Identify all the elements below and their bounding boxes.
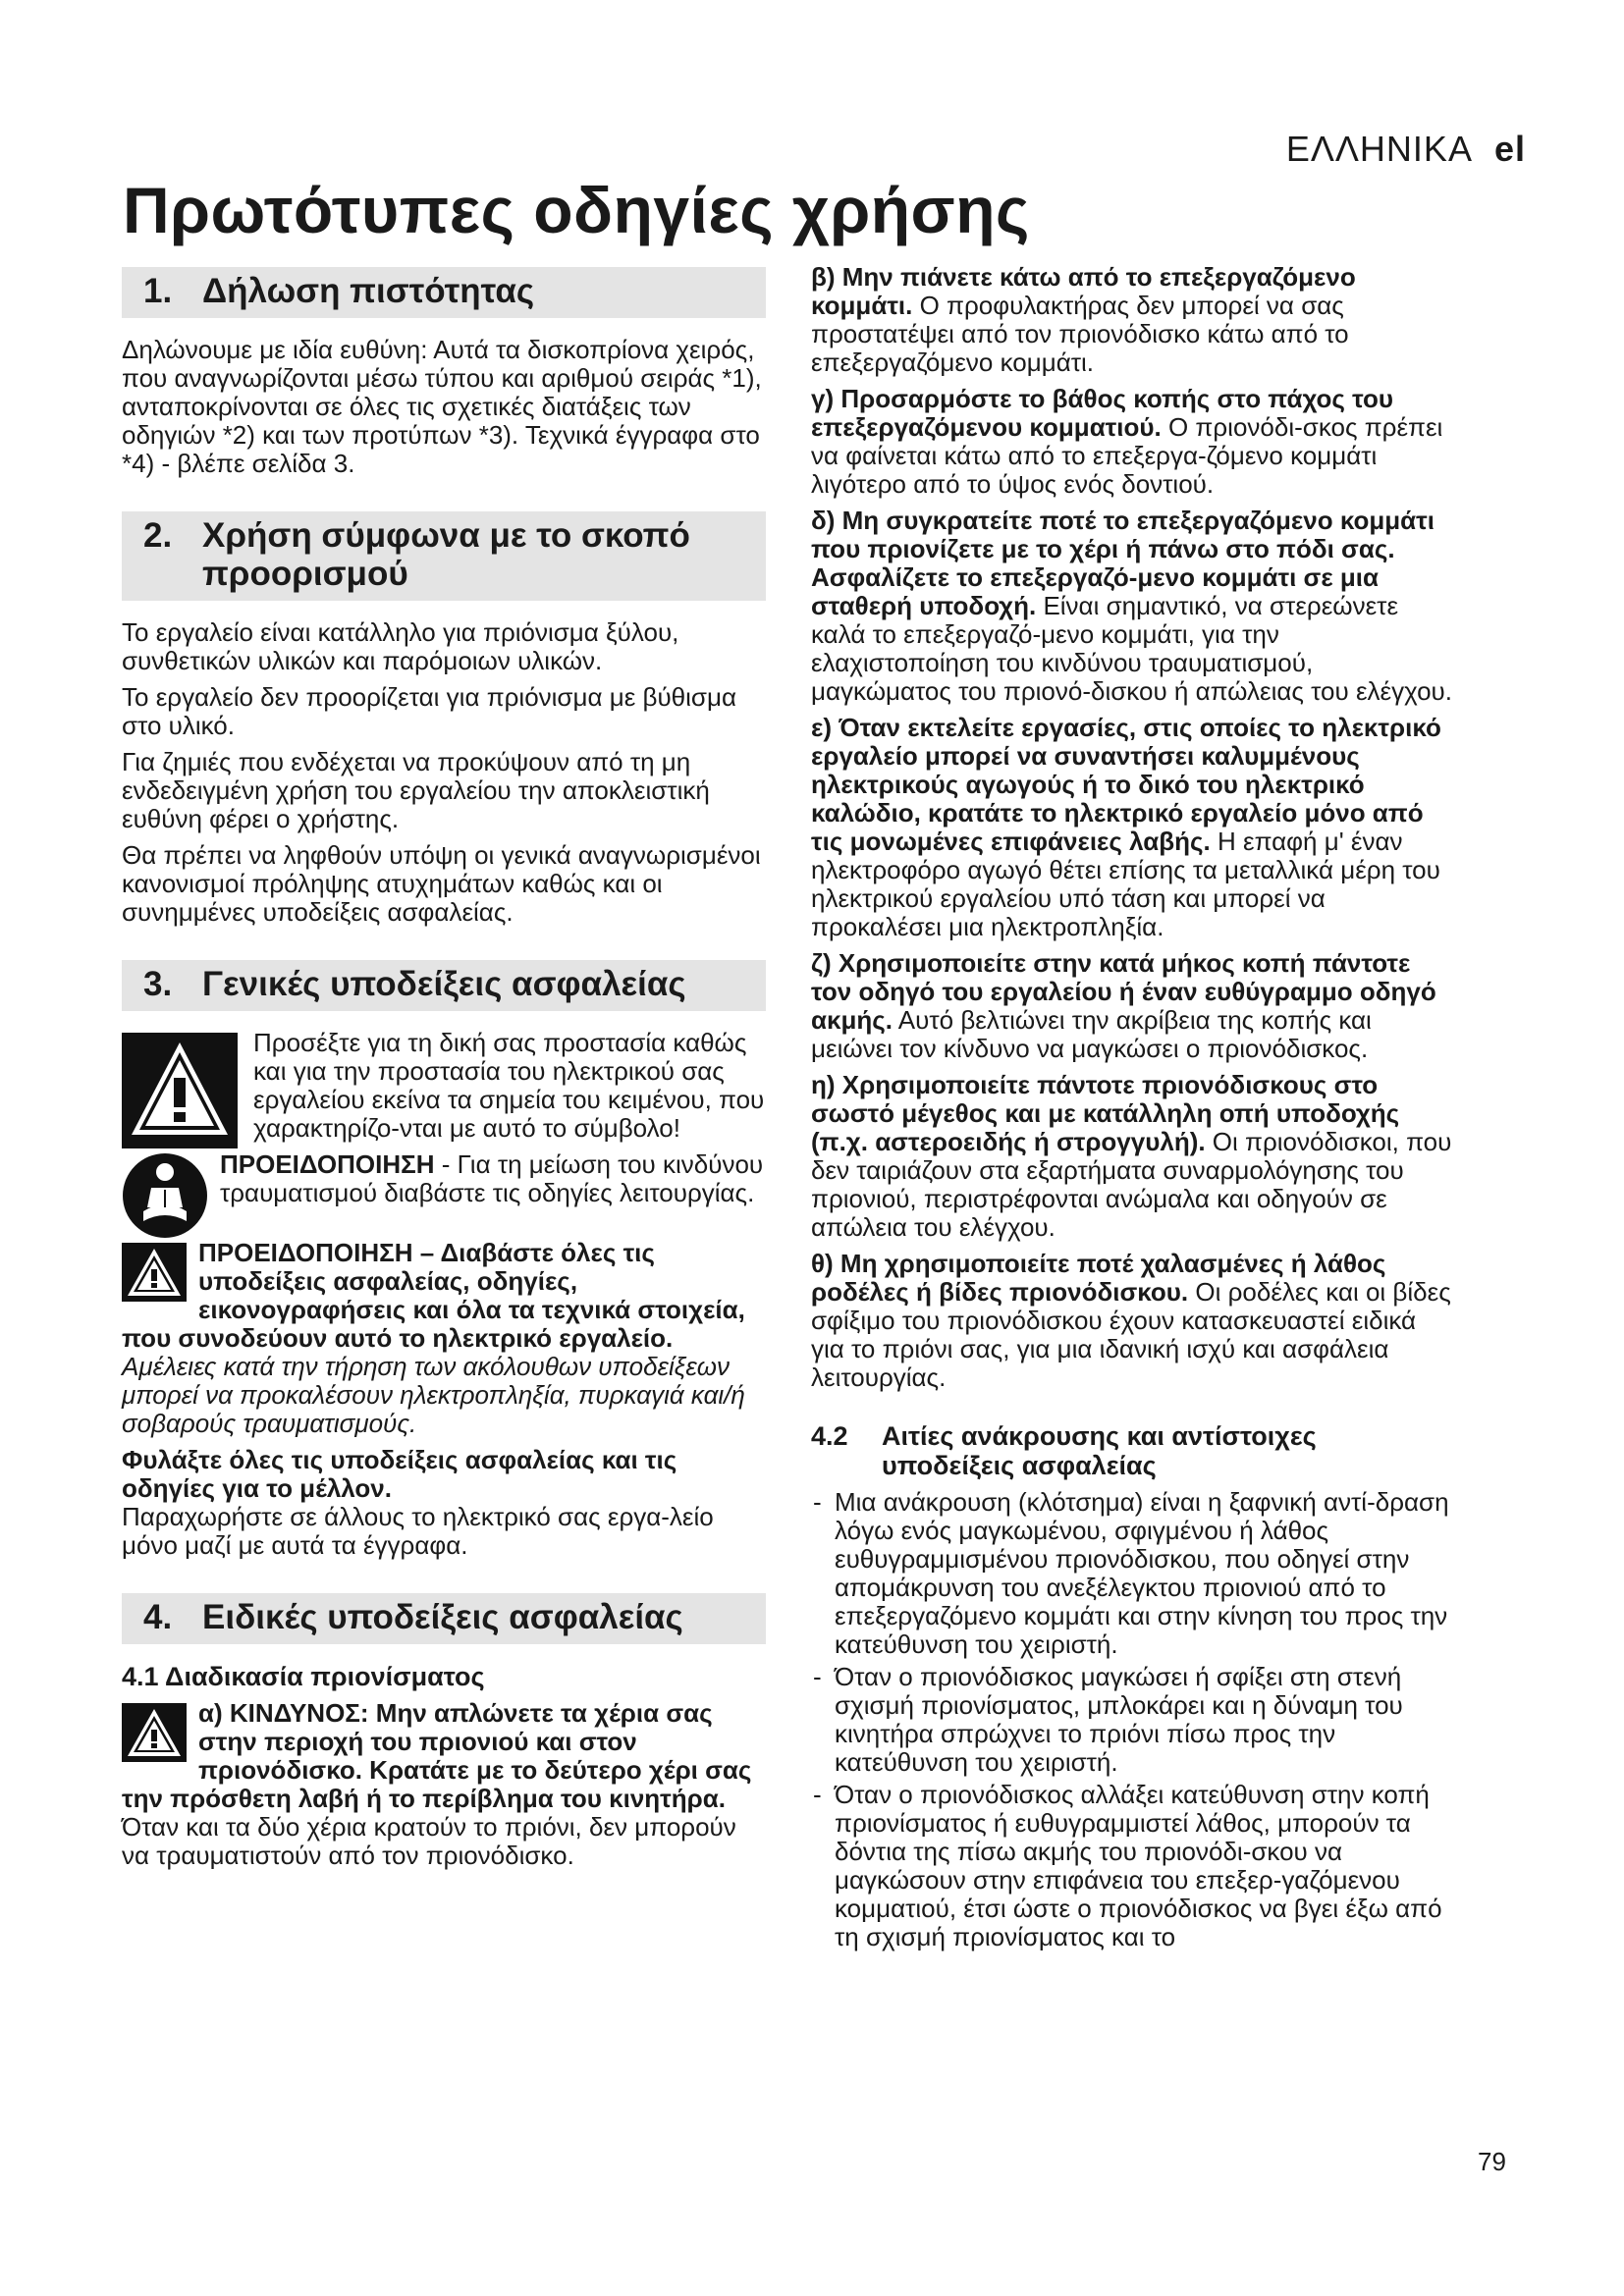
safety-item: [811, 1250, 1455, 1392]
list-item: - Όταν ο πριονόδισκος μαγκώσει ή σφίξει στη στενή σχισμή πριονίσματος, μπλοκάρει και η δύναμη του κινητήρα σπρώχνει το πριόνι πίσω προς την κατεύθυνση του χειριστή.: [811, 1663, 1455, 1777]
safety-item: [811, 1071, 1455, 1242]
subsection-4-2-title: Αιτίες ανάκρουσης και αντίστοιχες υποδείξεις ασφαλείας: [882, 1421, 1317, 1480]
warning-symbol-paragraph: [122, 1029, 766, 1143]
section-2-paragraph: Το εργαλείο δεν προορίζεται για πριόνισμα με βύθισμα στο υλικό.: [122, 682, 736, 740]
subsection-4-2-number: 4.2: [811, 1421, 848, 1451]
safety-item: [811, 507, 1455, 706]
safety-item-bold: γ) Προσαρμόστε το βάθος κοπής στο πάχος του επεξεργαζόμενου κομματιού.: [811, 384, 1394, 442]
warning-symbol-text: Προσέξτε για τη δική σας προστασία καθώς και για την προστασία του ηλεκτρικού σας εργαλείου εκείνα τα σημεία του κειμένου, που χαρακτηρίζο-νται με αυτό το σύμβολο!: [253, 1028, 765, 1143]
safety-item-bold: ε) Όταν εκτελείτε εργασίες, στις οποίες το ηλεκτρικό εργαλείο μπορεί να συναντήσει καλυμμένους ηλεκτρικούς αγωγούς ή το δικό του ηλεκτρικό καλώδιο, κρατάτε το ηλεκτρικό εργαλείο μόνο από τις μονωμένες επιφάνειες λαβής.: [811, 713, 1441, 856]
section-4-number: 4.: [143, 1598, 173, 1636]
language-header: [1286, 129, 1526, 170]
read-manual-label: ΠΡΟΕΙΔΟΠΟΙΗΣΗ: [220, 1149, 435, 1179]
item-a-paragraph: [122, 1699, 766, 1870]
safety-item: [811, 949, 1455, 1063]
section-1-number: 1.: [143, 272, 173, 310]
safety-item-bold: β) Μην πιάνετε κάτω από το επεξεργαζόμενο κομμάτι.: [811, 262, 1356, 320]
warning-triangle-icon: [122, 1243, 187, 1302]
item-a-bold: α) ΚΙΝΔΥΝΟΣ: Μην απλώνετε τα χέρια σας στην περιοχή του πριονιού και στον πριονόδισκο. Κρατάτε με το δεύτερο χέρι σας την πρόσθετη λαβή ή το περίβλημα του κινητήρα.: [122, 1698, 752, 1813]
safety-item: [811, 385, 1455, 499]
safety-item-text: Οι ροδέλες και οι βίδες σφίξιμο του πριονόδισκου έχουν κατασκευαστεί ειδικά για το πριόνι σας, για μια ιδανική ισχύ και ασφάλεια λειτουργίας.: [811, 1277, 1451, 1392]
section-1-heading: [122, 267, 766, 318]
right-column: [811, 263, 1455, 1955]
safety-item-text: Ο πριονόδι-σκος πρέπει να φαίνεται κάτω από το επεξεργα-ζόμενο κομμάτι λιγότερο από το ύψος ενός δοντιού.: [811, 412, 1443, 499]
section-2-paragraph: Θα πρέπει να ληφθούν υπόψη οι γενικά αναγνωρισμένοι κανονισμοί πρόληψης ατυχημάτων καθώς και οι συνημμένες υποδείξεις ασφαλείας.: [122, 840, 761, 927]
section-1-body: Δηλώνουμε με ιδία ευθύνη: Αυτά τα δισκοπρίονα χειρός, που αναγνωρίζονται μέσω τύπου και αριθμού σειράς *1), ανταποκρίνονται σε όλες τις σχετικές διατάξεις των οδηγιών *2) και των προτύπων *3). Τεχνικά έγγραφα στο *4) - βλέπε σελίδα 3.: [122, 335, 762, 478]
list-item: - Μια ανάκρουση (κλότσημα) είναι η ξαφνική αντί-δραση λόγω ενός μαγκωμένου, σφιγμένου ή λάθος ευθυγραμμισμένου πριονόδισκου, που οδηγεί στην απομάκρυνση του ανεξέλεγκτου πριονιού από το επεξεργαζόμενο κομμάτι και στην κίνηση του προς την κατεύθυνση του χειριστή.: [811, 1488, 1455, 1659]
language-code: el: [1493, 129, 1526, 169]
page-number: 79: [1478, 2147, 1506, 2176]
general-warning-italic: Αμέλειες κατά την τήρηση των ακόλουθων υποδείξεων μπορεί να προκαλέσουν ηλεκτροπληξία, πυρκαγιά και/ή σοβαρούς τραυματισμούς.: [122, 1352, 745, 1438]
warning-triangle-icon: [122, 1703, 187, 1762]
section-2-heading: [122, 511, 766, 601]
item-a-text: Όταν και τα δύο χέρια κρατούν το πριόνι, δεν μπορούν να τραυματιστούν από τον πριονόδισκο.: [122, 1812, 736, 1870]
kickback-list: [811, 1488, 1455, 1951]
section-3-heading: [122, 960, 766, 1011]
section-4-heading: [122, 1593, 766, 1644]
left-column: [122, 267, 766, 1878]
safety-item-text: Είναι σημαντικό, να στερεώνετε καλά το επεξεργαζό-μενο κομμάτι, για την ελαχιστοποίηση του κινδύνου τραυματισμού, μαγκώματος του πριονό-δισκου ή απώλειας του ελέγχου.: [811, 591, 1452, 706]
general-warning-bold: ΠΡΟΕΙΔΟΠΟΙΗΣΗ – Διαβάστε όλες τις υποδείξεις ασφαλείας, οδηγίες, εικονογραφήσεις και όλα τα τεχνικά στοιχεία, που συνοδεύουν αυτό το ηλεκτρικό εργαλείο.: [122, 1238, 745, 1353]
safety-item-text: Οι πριονόδισκοι, που δεν ταιριάζουν στα εξαρτήματα συναρμολόγησης του πριονιού, περιστρέφονται ανώμαλα και οδηγούν σε απώλεια του ελέγχου.: [811, 1127, 1452, 1242]
read-manual-icon: [122, 1152, 208, 1239]
read-manual-text: - Για τη μείωση του κινδύνου τραυματισμού διαβάστε τις οδηγίες λειτουργίας.: [220, 1149, 764, 1207]
section-2-title: Χρήση σύμφωνα με το σκοπό προορισμού: [202, 516, 690, 593]
section-2-paragraph: Το εργαλείο είναι κατάλληλο για πριόνισμα ξύλου, συνθετικών υλικών και παρόμοιων υλικών.: [122, 617, 679, 675]
language-label: ΕΛΛΗΝΙΚΑ: [1285, 129, 1473, 169]
section-3-title: Γενικές υποδείξεις ασφαλείας: [202, 965, 686, 1003]
list-item: - Όταν ο πριονόδισκος αλλάξει κατεύθυνση στην κοπή πριονίσματος ή ευθυγραμμιστεί λάθος, μπορούν τα δόντια της πίσω ακμής του πριονόδι-σκου να μαγκώσουν στην επιφάνεια του επεξερ-γαζόμενου κομματιού, έτσι ώστε ο πριονόδισκος να βγει έξω από τη σχισμή πριονίσματος και το: [811, 1781, 1455, 1951]
section-4-title: Ειδικές υποδείξεις ασφαλείας: [202, 1598, 683, 1636]
subsection-4-1-title: 4.1 Διαδικασία πριονίσματος: [122, 1662, 485, 1691]
subsection-4-1-heading: [122, 1662, 766, 1691]
safety-item-text: Ο προφυλακτήρας δεν μπορεί να σας προστατέψει από τον πριονόδισκο κάτω από το επεξεργαζόμενο κομμάτι.: [811, 291, 1349, 377]
safety-item-bold: δ) Μη συγκρατείτε ποτέ το επεξεργαζόμενο κομμάτι που πριονίζετε με το χέρι ή πάνω στο πόδι σας. Ασφαλίζετε το επεξεργαζό-μενο κομμάτι σε μια σταθερή υποδοχή.: [811, 506, 1435, 620]
keep-instructions-text: Παραχωρήστε σε άλλους το ηλεκτρικό σας εργα-λείο μόνο μαζί με αυτά τα έγγραφα.: [122, 1502, 714, 1560]
warning-triangle-icon: [122, 1033, 238, 1148]
safety-item-bold: ζ) Χρησιμοποιείτε στην κατά μήκος κοπή πάντοτε τον οδηγό του εργαλείου ή έναν ευθύγραμμο οδηγό ακμής.: [811, 948, 1436, 1035]
safety-item: [811, 714, 1455, 941]
subsection-4-2-heading: [811, 1421, 1455, 1480]
section-3-number: 3.: [143, 965, 173, 1003]
general-warning-paragraph: [122, 1239, 766, 1438]
section-2-number: 2.: [143, 516, 173, 555]
section-2-paragraph: Για ζημιές που ενδέχεται να προκύψουν από τη μη ενδεδειγμένη χρήση του εργαλείου την αποκλειστική ευθύνη φέρει ο χρήστης.: [122, 747, 710, 833]
safety-item-bold: θ) Μη χρησιμοποιείτε ποτέ χαλασμένες ή λάθος ροδέλες ή βίδες πριονόδισκου.: [811, 1249, 1386, 1307]
safety-item-text: Η επαφή μ' έναν ηλεκτροφόρο αγωγό θέτει επίσης τα μεταλλικά μέρη του ηλεκτρικού εργαλείου υπό τάση και μπορεί να προκαλέσει μια ηλεκτροπληξία.: [811, 827, 1440, 941]
read-manual-paragraph: [122, 1150, 766, 1207]
keep-instructions-bold: Φυλάξτε όλες τις υποδείξεις ασφαλείας και τις οδηγίες για το μέλλον.: [122, 1445, 677, 1503]
keep-instructions-paragraph: [122, 1446, 766, 1560]
page-title: Πρωτότυπες οδηγίες χρήσης: [123, 174, 1030, 246]
safety-item-text: Αυτό βελτιώνει την ακρίβεια της κοπής και μειώνει τον κίνδυνο να μαγκώσει ο πριονόδισκος.: [811, 1005, 1372, 1063]
safety-item: [811, 263, 1455, 377]
safety-item-bold: η) Χρησιμοποιείτε πάντοτε πριονόδισκους στο σωστό μέγεθος και με κατάλληλη οπή υποδοχής (π.χ. αστεροειδής ή στρογγυλή).: [811, 1070, 1400, 1156]
section-1-title: Δήλωση πιστότητας: [202, 272, 535, 310]
